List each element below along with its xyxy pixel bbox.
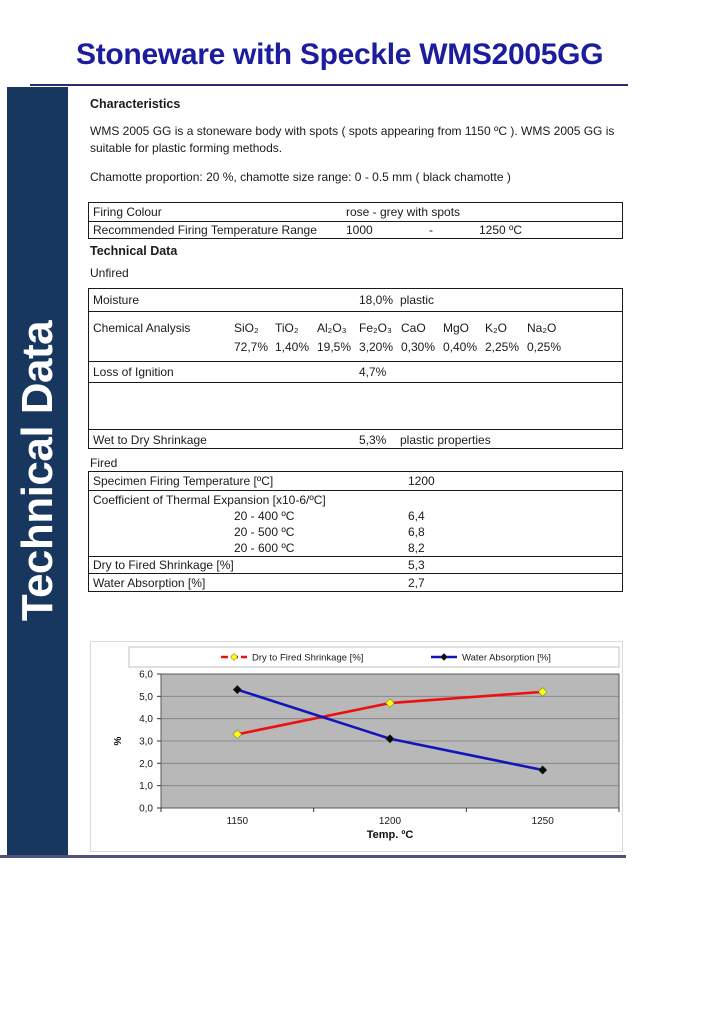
firing-range-row	[89, 221, 622, 239]
cte-value: 6,4	[408, 509, 425, 523]
svg-text:5,0: 5,0	[139, 691, 153, 703]
oxide-value: 2,25%	[485, 340, 520, 354]
firing-range-label: Recommended Firing Temperature Range	[93, 222, 317, 237]
oxide-value: 3,20%	[359, 340, 394, 354]
svg-text:4,0: 4,0	[139, 714, 153, 726]
characteristics-heading: Characteristics	[90, 97, 181, 111]
oxide-value: 0,25%	[527, 340, 562, 354]
oxide-value: 0,30%	[401, 340, 436, 354]
characteristics-body: WMS 2005 GG is a stoneware body with spots ( spots appearing from 1150 ºC ). WMS 2005 GG is suitable for plastic forming methods.	[90, 124, 615, 155]
cte-header-row	[89, 490, 622, 508]
specimen-temperature-value: 1200	[408, 474, 435, 488]
water-absorption-value: 2,7	[408, 575, 425, 590]
dry-fired-shrinkage-value: 5,3	[408, 558, 425, 572]
cte-row-500	[89, 524, 622, 540]
cte-row-600	[89, 540, 622, 556]
shrinkage-absorption-chart-svg	[91, 642, 624, 853]
oxide-value: 72,7%	[234, 340, 269, 354]
cte-value: 6,8	[408, 525, 425, 539]
table-separator	[89, 429, 622, 430]
table-separator	[89, 361, 622, 362]
wet-dry-shrinkage-note: plastic properties	[400, 433, 491, 447]
loss-of-ignition-value: 4,7%	[359, 365, 387, 379]
cte-range: 20 - 500 ºC	[234, 525, 295, 539]
svg-text:6,0: 6,0	[139, 669, 153, 681]
firing-colour-label: Firing Colour	[93, 204, 162, 219]
oxide-header: Al₂O₃	[317, 321, 347, 335]
oxide-header: SiO₂	[234, 321, 259, 335]
water-absorption-label: Water Absorption [%]	[93, 575, 206, 590]
page-title: Stoneware with Speckle WMS2005GG	[76, 38, 604, 71]
oxide-header: CaO	[401, 321, 426, 335]
svg-text:%: %	[113, 736, 124, 746]
svg-text:1,0: 1,0	[139, 781, 153, 793]
oxide-value: 0,40%	[443, 340, 478, 354]
cte-row-400	[89, 508, 622, 524]
svg-text:2,0: 2,0	[139, 758, 153, 770]
svg-text:3,0: 3,0	[139, 736, 153, 748]
specimen-temperature-label: Specimen Firing Temperature [ºC]	[93, 474, 274, 488]
chamotte-text: Chamotte proportion: 20 %, chamotte size range: 0 - 0.5 mm ( black chamotte )	[90, 170, 511, 184]
firing-colour-value: rose - grey with spots	[346, 204, 461, 219]
shrinkage-absorption-chart	[90, 641, 623, 852]
firing-range-max: 1250 ºC	[479, 222, 523, 237]
fired-table	[88, 471, 623, 592]
sidebar-vertical-label: Technical Data	[12, 320, 62, 622]
moisture-value: 18,0%	[359, 293, 394, 307]
firing-colour-row	[89, 203, 622, 221]
sidebar-band	[7, 87, 68, 855]
firing-range-dash: -	[429, 222, 433, 237]
technical-data-heading: Technical Data	[90, 244, 178, 258]
oxide-header: TiO₂	[275, 321, 299, 335]
oxide-header: K₂O	[485, 321, 507, 335]
cte-label: Coefficient of Thermal Expansion [x10-6/ºC]	[93, 492, 326, 507]
cte-value: 8,2	[408, 541, 425, 555]
firing-range-min: 1000	[346, 222, 373, 237]
oxide-header: MgO	[443, 321, 470, 335]
title-rule	[30, 84, 628, 86]
oxide-header: Fe₂O₃	[359, 321, 392, 335]
oxide-value: 1,40%	[275, 340, 310, 354]
svg-text:Temp. ºC: Temp. ºC	[366, 829, 414, 841]
unfired-table	[88, 288, 623, 449]
svg-text:Water Absorption [%]: Water Absorption [%]	[462, 652, 551, 664]
oxide-value: 19,5%	[317, 340, 352, 354]
footer-rule	[0, 855, 626, 858]
water-absorption-row	[89, 573, 622, 591]
dry-fired-shrinkage-label: Dry to Fired Shrinkage [%]	[93, 558, 234, 572]
table-separator	[89, 382, 622, 383]
wet-dry-shrinkage-label: Wet to Dry Shrinkage	[93, 433, 207, 447]
wet-dry-shrinkage-value: 5,3%	[359, 433, 387, 447]
unfired-label: Unfired	[90, 266, 129, 280]
cte-range: 20 - 600 ºC	[234, 541, 295, 555]
firing-table	[88, 202, 623, 239]
fired-label: Fired	[90, 456, 118, 470]
specimen-temperature-row	[89, 472, 622, 490]
svg-text:1250: 1250	[531, 816, 554, 827]
svg-text:1200: 1200	[378, 816, 402, 827]
dry-fired-shrinkage-row	[89, 556, 622, 573]
chemical-analysis-label: Chemical Analysis	[93, 321, 191, 335]
oxide-header: Na₂O	[527, 321, 557, 335]
svg-text:1150: 1150	[226, 816, 249, 827]
moisture-label: Moisture	[93, 293, 140, 307]
svg-text:Dry to Fired Shrinkage [%]: Dry to Fired Shrinkage [%]	[252, 652, 364, 664]
svg-text:0,0: 0,0	[139, 803, 153, 815]
cte-range: 20 - 400 ºC	[234, 509, 295, 523]
loss-of-ignition-label: Loss of Ignition	[93, 365, 174, 379]
table-separator	[89, 311, 622, 312]
moisture-note: plastic	[400, 293, 435, 307]
